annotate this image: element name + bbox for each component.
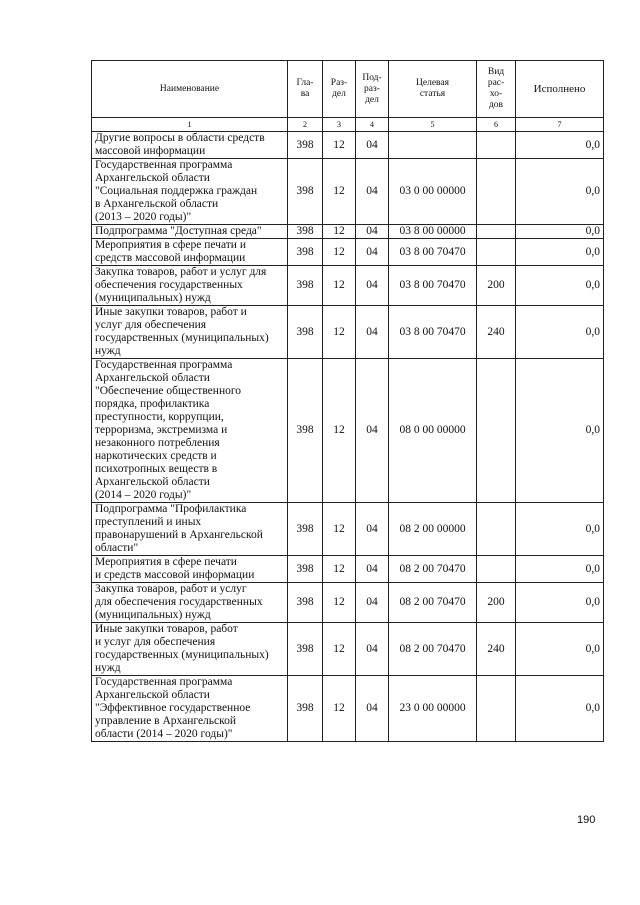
table-row: [92, 306, 604, 359]
table-row: [92, 225, 604, 239]
column-number-row: [92, 118, 604, 132]
row-glava-cell: 398: [288, 306, 323, 359]
row-vid-cell: [477, 239, 516, 266]
header-ispolneno: Исполнено: [516, 61, 604, 118]
row-vid-cell: [477, 503, 516, 556]
row-statya-cell: 03 0 00 00000: [389, 159, 477, 225]
row-ispolneno-cell: 0,0: [516, 359, 604, 503]
row-glava-cell: 398: [288, 225, 323, 239]
row-razdel-cell: 12: [323, 676, 356, 742]
row-podrazdel-cell: 04: [356, 239, 389, 266]
table-row: [92, 159, 604, 225]
row-vid-cell: [477, 159, 516, 225]
column-number: 7: [516, 118, 604, 132]
table-row: [92, 503, 604, 556]
row-ispolneno-cell: 0,0: [516, 583, 604, 623]
row-statya-cell: 08 2 00 70470: [389, 623, 477, 676]
table-row: [92, 239, 604, 266]
row-ispolneno-cell: 0,0: [516, 239, 604, 266]
row-ispolneno-cell: 0,0: [516, 132, 604, 159]
row-glava-cell: 398: [288, 556, 323, 583]
row-name-cell: Государственная программа Архангельской области "Эффективное государственное управление в Архангельской области (2014 – 2020 годы)": [92, 676, 288, 742]
row-name-cell: Мероприятия в сфере печати и средств массовой информации: [92, 556, 288, 583]
header-statya: Целевая статья: [389, 61, 477, 118]
row-ispolneno-cell: 0,0: [516, 159, 604, 225]
row-razdel-cell: 12: [323, 503, 356, 556]
row-name-cell: Закупка товаров, работ и услуг для обеспечения государственных (муниципальных) нужд: [92, 583, 288, 623]
row-ispolneno-cell: 0,0: [516, 503, 604, 556]
row-statya-cell: 08 2 00 70470: [389, 583, 477, 623]
header-razdel: Раз- дел: [323, 61, 356, 118]
column-number: 6: [477, 118, 516, 132]
row-razdel-cell: 12: [323, 239, 356, 266]
row-podrazdel-cell: 04: [356, 225, 389, 239]
table-row: [92, 583, 604, 623]
row-vid-cell: [477, 359, 516, 503]
row-glava-cell: 398: [288, 503, 323, 556]
row-ispolneno-cell: 0,0: [516, 306, 604, 359]
table-row: [92, 676, 604, 742]
row-name-cell: Иные закупки товаров, работ и услуг для обеспечения государственных (муниципальных) нужд: [92, 306, 288, 359]
row-podrazdel-cell: 04: [356, 583, 389, 623]
column-number: 3: [323, 118, 356, 132]
row-statya-cell: 23 0 00 00000: [389, 676, 477, 742]
row-podrazdel-cell: 04: [356, 676, 389, 742]
row-razdel-cell: 12: [323, 159, 356, 225]
row-ispolneno-cell: 0,0: [516, 266, 604, 306]
row-razdel-cell: 12: [323, 132, 356, 159]
row-glava-cell: 398: [288, 132, 323, 159]
row-statya-cell: 03 8 00 70470: [389, 239, 477, 266]
row-razdel-cell: 12: [323, 225, 356, 239]
row-vid-cell: [477, 556, 516, 583]
row-glava-cell: 398: [288, 266, 323, 306]
row-ispolneno-cell: 0,0: [516, 623, 604, 676]
table-row: [92, 132, 604, 159]
column-number: 1: [92, 118, 288, 132]
row-podrazdel-cell: 04: [356, 623, 389, 676]
row-statya-cell: 08 2 00 00000: [389, 503, 477, 556]
row-glava-cell: 398: [288, 159, 323, 225]
column-number: 4: [356, 118, 389, 132]
row-statya-cell: 08 0 00 00000: [389, 359, 477, 503]
row-name-cell: Закупка товаров, работ и услуг для обеспечения государственных (муниципальных) нужд: [92, 266, 288, 306]
row-podrazdel-cell: 04: [356, 266, 389, 306]
row-razdel-cell: 12: [323, 623, 356, 676]
header-glava: Гла- ва: [288, 61, 323, 118]
row-ispolneno-cell: 0,0: [516, 225, 604, 239]
row-name-cell: Подпрограмма "Профилактика преступлений и иных правонарушений в Архангельской области": [92, 503, 288, 556]
row-name-cell: Государственная программа Архангельской области "Социальная поддержка граждан в Архангельской области (2013 – 2020 годы)": [92, 159, 288, 225]
row-glava-cell: 398: [288, 623, 323, 676]
row-razdel-cell: 12: [323, 359, 356, 503]
row-statya-cell: 03 8 00 70470: [389, 266, 477, 306]
row-glava-cell: 398: [288, 239, 323, 266]
row-vid-cell: [477, 676, 516, 742]
row-razdel-cell: 12: [323, 306, 356, 359]
header-vid: Вид рас- хо- дов: [477, 61, 516, 118]
row-statya-cell: 08 2 00 70470: [389, 556, 477, 583]
row-statya-cell: [389, 132, 477, 159]
row-ispolneno-cell: 0,0: [516, 676, 604, 742]
row-podrazdel-cell: 04: [356, 556, 389, 583]
row-name-cell: Подпрограмма "Доступная среда": [92, 225, 288, 239]
column-number: 5: [389, 118, 477, 132]
budget-table: [91, 60, 604, 742]
table-row: [92, 556, 604, 583]
row-podrazdel-cell: 04: [356, 306, 389, 359]
row-vid-cell: [477, 225, 516, 239]
table-row: [92, 266, 604, 306]
row-name-cell: Другие вопросы в области средств массовой информации: [92, 132, 288, 159]
row-podrazdel-cell: 04: [356, 132, 389, 159]
row-vid-cell: 240: [477, 306, 516, 359]
table-row: [92, 359, 604, 503]
row-glava-cell: 398: [288, 359, 323, 503]
table-row: [92, 623, 604, 676]
row-name-cell: Иные закупки товаров, работ и услуг для обеспечения государственных (муниципальных) нужд: [92, 623, 288, 676]
header-row: [92, 61, 604, 118]
table-body: [92, 132, 604, 742]
header-name: Наименование: [92, 61, 288, 118]
row-ispolneno-cell: 0,0: [516, 556, 604, 583]
row-podrazdel-cell: 04: [356, 159, 389, 225]
row-glava-cell: 398: [288, 583, 323, 623]
row-vid-cell: 240: [477, 623, 516, 676]
row-statya-cell: 03 8 00 00000: [389, 225, 477, 239]
row-name-cell: Государственная программа Архангельской области "Обеспечение общественного порядка, профилактика преступности, коррупции, терроризма, экстремизма и незаконного потребления наркотических средств и психотропных веществ в Архангельской области (2014 – 2020 годы)": [92, 359, 288, 503]
row-razdel-cell: 12: [323, 583, 356, 623]
column-number: 2: [288, 118, 323, 132]
row-podrazdel-cell: 04: [356, 359, 389, 503]
row-podrazdel-cell: 04: [356, 503, 389, 556]
row-glava-cell: 398: [288, 676, 323, 742]
row-name-cell: Мероприятия в сфере печати и средств массовой информации: [92, 239, 288, 266]
row-vid-cell: 200: [477, 266, 516, 306]
row-razdel-cell: 12: [323, 556, 356, 583]
row-vid-cell: 200: [477, 583, 516, 623]
row-razdel-cell: 12: [323, 266, 356, 306]
page-number: 190: [577, 814, 596, 826]
row-vid-cell: [477, 132, 516, 159]
row-statya-cell: 03 8 00 70470: [389, 306, 477, 359]
header-podrazdel: Под- раз- дел: [356, 61, 389, 118]
